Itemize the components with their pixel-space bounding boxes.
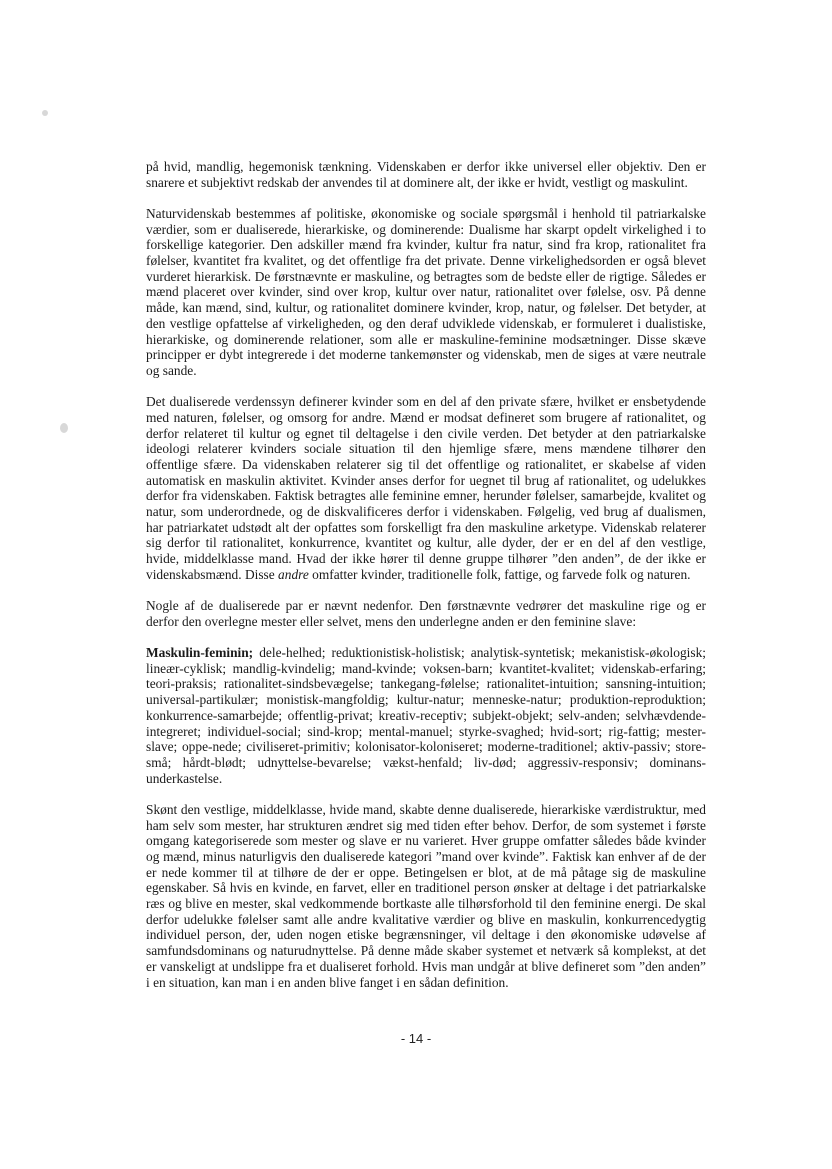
paragraph — [146, 159, 706, 190]
text-run: Skønt den vestlige, middelklasse, hvide mand, skabte denne dualiserede, hierarkiske værdistruktur, med ham selv som mester, har strukturen ændret sig med tiden efter behov. Derfor, de som systemet i første omgang kategoriserede som mester og slave er nu varieret. Hver gruppe omfatter således både kvinder og mænd, minus naturligvis den dualiserede kategori ”mand over kvinde”. Faktisk kan enhver af de der er nede kommer til at tilhøre de der er oppe. Betingelsen er blot, at de må påtage sig de maskuline egenskaber. Så hvis en kvinde, en farvet, eller en traditionel person ønsker at deltage i det patriarkalske ræs og blive en mester, skal vedkommende bortkaste alle tilhørsforhold til den feminine energi. De skal derfor udelukke følelser samt alle andre kvalitative værdier og blive en maskulin, konkurrencedygtig individuel person, der, uden nogen etiske begrænsninger, vil deltage i den økonomiske udøvelse af samfundsdominans og naturudnyttelse. På denne måde skaber systemet et netværk så komplekst, at det er vanskeligt at undslippe fra et dualiseret forhold. Hvis man undgår at blive defineret som ”den anden” i en situation, kan man i en anden blive fanget i en sådan definition. — [146, 801, 706, 990]
text-run: på hvid, mandlig, hegemonisk tænkning. Videnskaben er derfor ikke universel eller objektiv. Den er snarere et subjektivt redskab der anvendes til at dominere alt, der ikke er hvidt, vestligt og maskulint. — [146, 159, 706, 190]
list-heading: Maskulin-feminin; — [146, 644, 254, 660]
scan-speck — [42, 110, 48, 116]
paragraph — [146, 802, 706, 990]
paragraph — [146, 394, 706, 582]
page-number: - 14 - — [400, 1031, 432, 1046]
text-run: Naturvidenskab bestemmes af politiske, økonomiske og sociale spørgsmål i henhold til patriarkalske værdier, som er dualiserede, hierarkiske, og dominerende: Dualisme har skarpt opdelt virkelighed i to forskellige kategorier. Den adskiller mænd fra kvinder, kultur fra natur, sind fra krop, rationalitet fra følelser, kvantitet fra kvalitet, og det offentlige fra det private. Denne virkelighedsorden er også blevet vurderet hierarkisk. De førstnævnte er maskuline, og betragtes som de bedste eller de rigtige. Således er mænd placeret over kvinder, sind over krop, kultur over natur, rationalitet over følelse, osv. På denne måde, kan mænd, sind, kultur, og rationalitet dominere kvinder, krop, natur, og følelser. Det betyder, at den vestlige opfattelse af virkeligheden, og den deraf udviklede videnskab, er formuleret i dualistiske, hierarkiske, og dominerende relationer, som alle er maskuline-feminine modsætninger. Disse skæve principper er dybt integrerede i det moderne tankemønster og videnskab, men de siges at være neutrale og sande. — [146, 205, 706, 378]
text-run: omfatter kvinder, traditionelle folk, fattige, og farvede folk og naturen. — [308, 566, 691, 582]
scan-speck — [60, 423, 68, 433]
paragraph — [146, 206, 706, 379]
paragraph — [146, 598, 706, 629]
emphasis-text: andre — [278, 566, 309, 582]
paragraph — [146, 645, 706, 786]
body-text — [146, 159, 706, 1006]
text-run: dele-helhed; reduktionistisk-holistisk; analytisk-syntetisk; mekanistisk-økologisk; lineær-cyklisk; mandlig-kvindelig; mand-kvinde; voksen-barn; kvantitet-kvalitet; videnskab-erfaring; teori-praksis; rationalitet-sindsbevægelse; tankegang-følelse; rationalitet-intuition; sansning-intuition; universal-partikulær; monistisk-mangfoldig; kultur-natur; menneske-natur; produktion-reproduktion; konkurrence-samarbejde; offentlig-privat; kreativ-receptiv; subjekt-objekt; selv-anden; selvhævdende-integreret; individuel-social; sind-krop; mental-manuel; styrke-svaghed; hvid-sort; rig-fattig; mester-slave; oppe-nede; civiliseret-primitiv; kolonisator-koloniseret; moderne-traditionel; aktiv-passiv; store-små; hårdt-blødt; udnyttelse-bevarelse; vækst-henfald; liv-død; aggressiv-responsiv; dominans-underkastelse. — [146, 644, 706, 786]
text-run: Det dualiserede verdenssyn definerer kvinder som en del af den private sfære, hvilket er ensbetydende med naturen, følelser, og omsorg for andre. Mænd er modsat defineret som brugere af rationalitet, og derfor relateret til kultur og egnet til deltagelse i den civile verden. Det betyder at den patriarkalske ideologi relaterer kvinders sociale situation til den hjemlige sfære, mens mændene tilhører den offentlige sfære. Da videnskaben relaterer sig til det offentlige og rationalitet, er skabelse af viden automatisk en maskulin aktivitet. Kvinder anses derfor for uegnet til brug af rationalitet, og udelukkes derfor fra videnskaben. Faktisk betragtes alle feminine emner, herunder følelser, samarbejde, kvalitet og natur, som underordnede, og de diskvalificeres derfor i videnskaben. Følgelig, ved brug af dualismen, har patriarkatet udstødt alt der opfattes som forskelligt fra den maskuline arketype. Videnskab relaterer sig derfor til rationalitet, konkurrence, kvantitet og kultur, alle dyder, der er en del af den vestlige, hvide, middelklasse mand. Hvad der ikke hører til denne gruppe tilhører ”den anden”, de der ikke er videnskabsmænd. Disse — [146, 394, 706, 582]
text-run: Nogle af de dualiserede par er nævnt nedenfor. Den førstnævnte vedrører det maskuline rige og er derfor den overlegne mester eller selvet, mens den underlegne anden er den feminine slave: — [146, 598, 706, 629]
